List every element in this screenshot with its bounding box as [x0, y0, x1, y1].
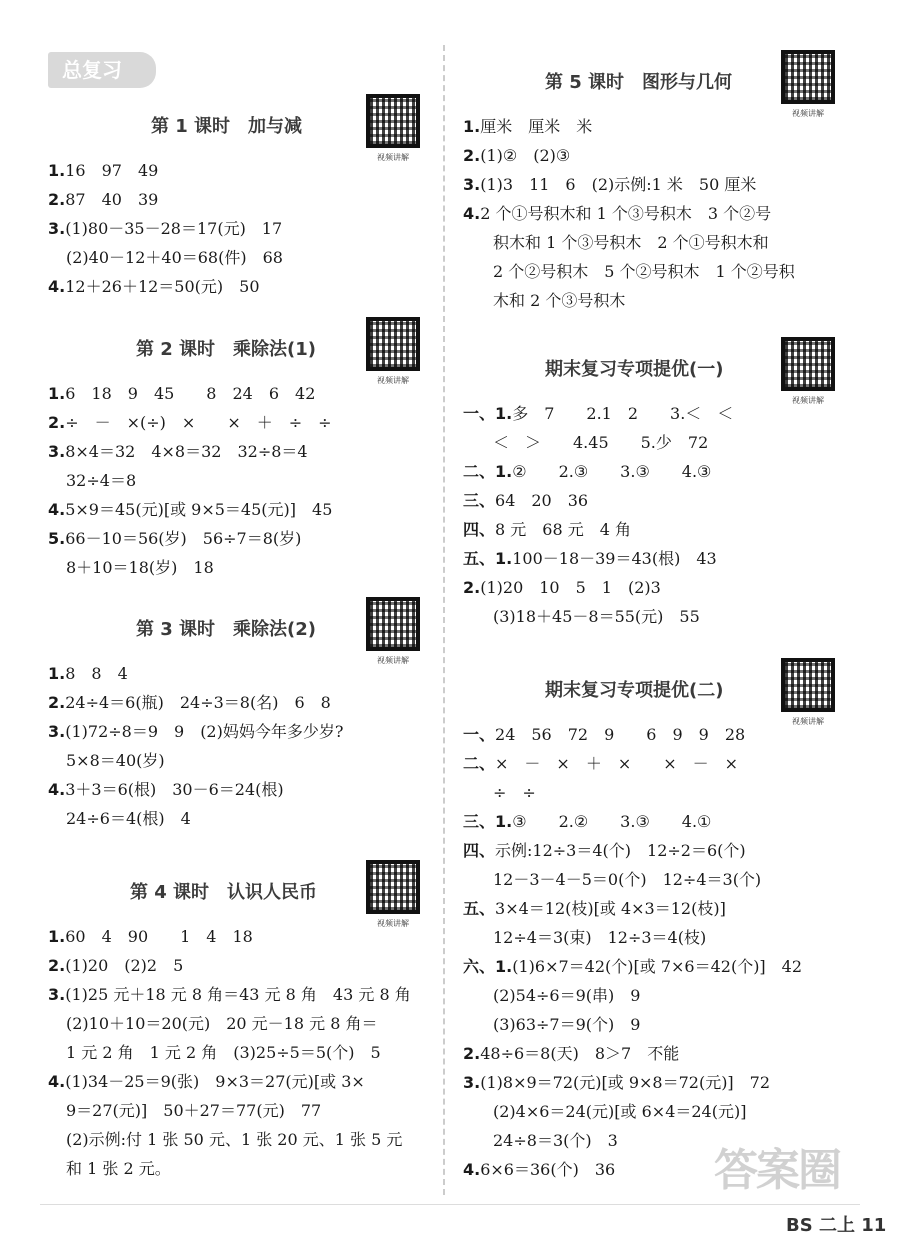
question-number: 4.	[48, 500, 66, 519]
question-number: 四、	[463, 841, 496, 860]
lesson-title: 第 1 课时 加与减	[151, 116, 303, 137]
answer-text: ③ 2.② 3.③ 4.①	[512, 812, 712, 831]
lesson-title: 第 5 课时 图形与几何	[545, 72, 733, 93]
answer-line	[48, 804, 428, 833]
answer-text: 24÷8＝3(个) 3	[493, 1131, 618, 1150]
answer-text: 5×9＝45(元)[或 9×5＝45(元)] 45	[65, 500, 333, 519]
answer-lines	[48, 156, 428, 301]
answer-line	[463, 170, 853, 199]
question-number: 1.	[48, 384, 66, 403]
answer-text: (1)② (2)③	[480, 146, 571, 165]
answer-line	[463, 228, 853, 257]
column-divider	[443, 45, 445, 1195]
question-number: 3.	[48, 219, 66, 238]
answer-line	[463, 573, 853, 602]
question-number: 三、	[463, 491, 496, 510]
question-number: 3.	[463, 175, 481, 194]
answer-text: 2 个①号积木和 1 个③号积木 3 个②号	[480, 204, 772, 223]
answer-line	[48, 524, 428, 553]
answer-text: (1)25 元＋18 元 8 角＝43 元 8 角 43 元 8 角	[65, 985, 411, 1004]
answer-text: 8×4＝32 4×8＝32 32÷8＝4	[65, 442, 308, 461]
answer-text: × － × ＋ × × － ×	[495, 754, 739, 773]
answer-line	[48, 688, 428, 717]
answer-lines	[463, 720, 853, 1184]
lesson-title: 期末复习专项提优(二)	[545, 680, 724, 701]
qr-code-icon[interactable]	[366, 94, 420, 148]
page-footer: BS 二上 11	[786, 1215, 887, 1236]
answer-text: 66－10＝56(岁) 56÷7＝8(岁)	[65, 529, 302, 548]
question-number: 二、	[463, 754, 496, 773]
answer-text: 5×8＝40(岁)	[66, 751, 165, 770]
question-number: 3.	[48, 722, 66, 741]
lesson-title: 期末复习专项提优(一)	[545, 359, 724, 380]
answer-text: 和 1 张 2 元。	[66, 1159, 171, 1178]
answer-text: ÷ ÷	[493, 783, 536, 802]
question-number: 4.	[48, 1072, 66, 1091]
answer-line	[463, 1010, 853, 1039]
answer-text: ② 2.③ 3.③ 4.③	[512, 462, 712, 481]
qr-label: 视频讲解	[792, 109, 824, 118]
answer-line	[463, 894, 853, 923]
answer-line	[463, 544, 853, 573]
answer-line	[48, 1125, 428, 1154]
answer-line	[463, 923, 853, 952]
answer-line	[48, 466, 428, 495]
answer-line	[48, 775, 428, 804]
answer-line	[463, 602, 853, 631]
question-number: 2.	[463, 146, 481, 165]
answer-text: 多 7 2.1 2 3.＜ ＜	[512, 404, 734, 423]
answer-text: 8 8 4	[65, 664, 128, 683]
answer-line	[48, 272, 428, 301]
qr-code-icon[interactable]	[366, 317, 420, 371]
answer-text: (1)72÷8＝9 9 (2)妈妈今年多少岁?	[65, 722, 344, 741]
answer-line	[463, 807, 853, 836]
answer-line	[48, 922, 428, 951]
answer-lines	[463, 112, 853, 315]
answer-line	[463, 141, 853, 170]
answer-text: (2)54÷6＝9(串) 9	[493, 986, 641, 1005]
question-number: 3.	[463, 1073, 481, 1092]
answer-text: (1)6×7＝42(个)[或 7×6＝42(个)] 42	[512, 957, 803, 976]
answer-lines	[48, 659, 428, 833]
question-number: 1.	[48, 664, 66, 683]
answer-text: 48÷6＝8(天) 8＞7 不能	[480, 1044, 680, 1063]
answer-text: 12÷4＝3(束) 12÷3＝4(枝)	[493, 928, 707, 947]
bottom-rule	[40, 1204, 860, 1205]
qr-code-icon[interactable]	[366, 860, 420, 914]
answer-text: 示例:12÷3＝4(个) 12÷2＝6(个)	[495, 841, 746, 860]
answer-line	[48, 437, 428, 466]
qr-label: 视频讲解	[377, 376, 409, 385]
question-number: 2.	[48, 693, 66, 712]
answer-line	[463, 257, 853, 286]
answer-line	[48, 1009, 428, 1038]
question-number: 2.	[463, 1044, 481, 1063]
question-number: 4.	[48, 780, 66, 799]
question-number: 六、1.	[463, 957, 513, 976]
answer-text: 6 18 9 45 8 24 6 42	[65, 384, 316, 403]
answer-line	[463, 778, 853, 807]
question-number: 1.	[463, 117, 481, 136]
question-number: 1.	[48, 161, 66, 180]
answer-line	[463, 1097, 853, 1126]
answer-text: (2)示例:付 1 张 50 元、1 张 20 元、1 张 5 元	[66, 1130, 403, 1149]
answer-line	[463, 457, 853, 486]
answer-line	[48, 156, 428, 185]
answer-text: (1)80－35－28＝17(元) 17	[65, 219, 283, 238]
answer-line	[463, 486, 853, 515]
answer-line	[48, 553, 428, 582]
answer-line	[48, 214, 428, 243]
answer-line	[48, 1096, 428, 1125]
lesson-title: 第 3 课时 乘除法(2)	[136, 619, 317, 640]
answer-text: 100－18－39＝43(根) 43	[512, 549, 717, 568]
question-number: 2.	[48, 956, 66, 975]
question-number: 1.	[48, 927, 66, 946]
answer-text: 60 4 90 1 4 18	[65, 927, 253, 946]
qr-code-icon[interactable]	[781, 50, 835, 104]
answer-text: 8＋10＝18(岁) 18	[66, 558, 214, 577]
answer-text: (3)63÷7＝9(个) 9	[493, 1015, 641, 1034]
answer-line	[463, 981, 853, 1010]
qr-code-icon[interactable]	[366, 597, 420, 651]
answer-text: 3＋3＝6(根) 30－6＝24(根)	[65, 780, 284, 799]
answer-text: (1)3 11 6 (2)示例:1 米 50 厘米	[480, 175, 757, 194]
answer-line	[463, 399, 853, 428]
qr-label: 视频讲解	[792, 396, 824, 405]
section-tag: 总复习	[48, 52, 156, 88]
question-number: 五、	[463, 899, 496, 918]
answer-text: (3)18＋45－8＝55(元) 55	[493, 607, 700, 626]
answer-line	[463, 428, 853, 457]
question-number: 4.	[463, 204, 481, 223]
answer-text: ＜ ＞ 4.45 5.少 72	[493, 433, 709, 452]
answer-text: 1 元 2 角 1 元 2 角 (3)25÷5＝5(个) 5	[66, 1043, 381, 1062]
qr-label: 视频讲解	[792, 717, 824, 726]
answer-text: (1)20 (2)2 5	[65, 956, 184, 975]
qr-label: 视频讲解	[377, 656, 409, 665]
answer-text: 24÷6＝4(根) 4	[66, 809, 191, 828]
answer-text: 12＋26＋12＝50(元) 50	[65, 277, 260, 296]
lesson-title: 第 2 课时 乘除法(1)	[136, 339, 317, 360]
answer-line	[48, 980, 428, 1009]
answer-line	[48, 746, 428, 775]
answer-text: 12－3－4－5＝0(个) 12÷4＝3(个)	[493, 870, 762, 889]
question-number: 五、1.	[463, 549, 513, 568]
answer-text: 64 20 36	[495, 491, 589, 510]
qr-code-icon[interactable]	[781, 658, 835, 712]
answer-line	[48, 185, 428, 214]
question-number: 4.	[48, 277, 66, 296]
question-number: 一、1.	[463, 404, 513, 423]
answer-text: 8 元 68 元 4 角	[495, 520, 631, 539]
answer-line	[463, 1068, 853, 1097]
answer-line	[48, 951, 428, 980]
question-number: 2.	[463, 578, 481, 597]
answer-text: 32÷4＝8	[66, 471, 137, 490]
answer-line	[463, 836, 853, 865]
answer-text: (2)40－12＋40＝68(件) 68	[66, 248, 283, 267]
answer-line	[48, 495, 428, 524]
answer-line	[463, 112, 853, 141]
qr-code-icon[interactable]	[781, 337, 835, 391]
answer-line	[48, 1038, 428, 1067]
answer-line	[463, 1039, 853, 1068]
answer-line	[463, 515, 853, 544]
answer-line	[463, 865, 853, 894]
answer-text: (1)8×9＝72(元)[或 9×8＝72(元)] 72	[480, 1073, 771, 1092]
answer-line	[463, 199, 853, 228]
answer-line	[463, 749, 853, 778]
answer-line	[48, 379, 428, 408]
answer-text: 木和 2 个③号积木	[493, 291, 626, 310]
answer-text: 积木和 1 个③号积木 2 个①号积木和	[493, 233, 769, 252]
answer-line	[463, 952, 853, 981]
answer-lines	[48, 922, 428, 1183]
answer-text: 2 个②号积木 5 个②号积木 1 个②号积	[493, 262, 795, 281]
answer-lines	[463, 399, 853, 631]
question-number: 一、	[463, 725, 496, 744]
answer-line	[48, 408, 428, 437]
answer-text: 9＝27(元)] 50＋27＝77(元) 77	[66, 1101, 322, 1120]
qr-label: 视频讲解	[377, 919, 409, 928]
qr-label: 视频讲解	[377, 153, 409, 162]
answer-text: 24 56 72 9 6 9 9 28	[495, 725, 746, 744]
answer-text: 6×6＝36(个) 36	[480, 1160, 616, 1179]
answer-lines	[48, 379, 428, 582]
answer-line	[48, 659, 428, 688]
answer-line	[463, 720, 853, 749]
answer-line	[48, 243, 428, 272]
watermark: 答案圈	[714, 1145, 840, 1196]
question-number: 三、1.	[463, 812, 513, 831]
answer-text: 3×4＝12(枝)[或 4×3＝12(枝)]	[495, 899, 726, 918]
question-number: 4.	[463, 1160, 481, 1179]
answer-text: 厘米 厘米 米	[480, 117, 593, 136]
answer-line	[48, 1154, 428, 1183]
answer-text: (1)34－25＝9(张) 9×3＝27(元)[或 3×	[65, 1072, 365, 1091]
answer-text: (2)4×6＝24(元)[或 6×4＝24(元)]	[493, 1102, 747, 1121]
answer-text: 24÷4＝6(瓶) 24÷3＝8(名) 6 8	[65, 693, 331, 712]
answer-line	[463, 286, 853, 315]
question-number: 二、1.	[463, 462, 513, 481]
answer-text: (2)10＋10＝20(元) 20 元－18 元 8 角＝	[66, 1014, 378, 1033]
question-number: 2.	[48, 190, 66, 209]
answer-text: 16 97 49	[65, 161, 159, 180]
answer-text: ÷ － ×(÷) × × ＋ ÷ ÷	[65, 413, 332, 432]
answer-text: 87 40 39	[65, 190, 159, 209]
question-number: 3.	[48, 985, 66, 1004]
question-number: 四、	[463, 520, 496, 539]
question-number: 2.	[48, 413, 66, 432]
answer-text: (1)20 10 5 1 (2)3	[480, 578, 661, 597]
question-number: 3.	[48, 442, 66, 461]
question-number: 5.	[48, 529, 66, 548]
answer-line	[48, 717, 428, 746]
lesson-title: 第 4 课时 认识人民币	[130, 882, 318, 903]
answer-line	[48, 1067, 428, 1096]
